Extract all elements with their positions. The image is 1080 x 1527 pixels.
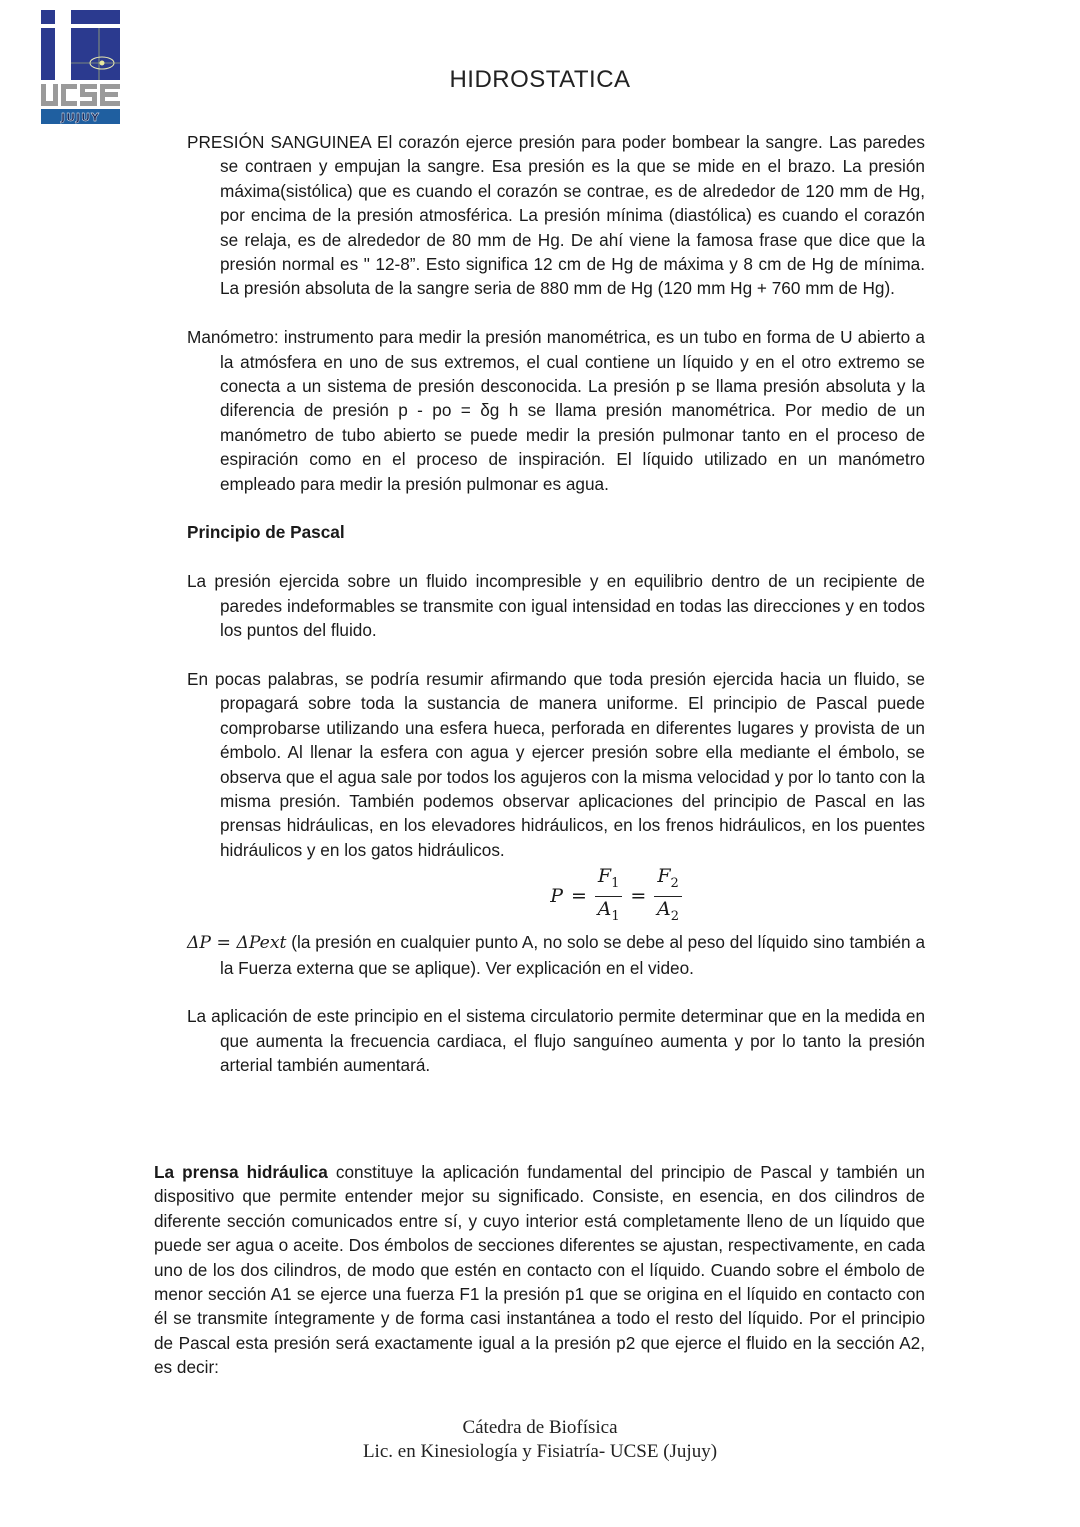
main-content: [187, 130, 925, 1078]
fraction-f1-a1: [595, 864, 622, 929]
eq-equals-2: =: [630, 884, 647, 907]
f1-sub: 1: [611, 875, 620, 891]
section-heading-pascal: Principio de Pascal: [187, 522, 345, 543]
f2-label: F: [657, 864, 671, 887]
a2-sub: 2: [670, 908, 680, 924]
delta-p-formula: ΔP = ΔPext: [187, 933, 287, 954]
paragraph-delta-p: [187, 930, 925, 980]
fraction-f2-a2: [654, 864, 681, 929]
f1-label: F: [597, 864, 612, 887]
eq-equals: =: [571, 884, 587, 907]
a2-label: A: [657, 897, 671, 920]
a1-sub: 1: [611, 908, 620, 924]
footer-line-2: Lic. en Kinesiología y Fisiatría- UCSE (Jujuy): [362, 1441, 718, 1462]
f2-sub: 2: [670, 875, 679, 891]
paragraph-manometro: Manómetro: instrumento para medir la presión manométrica, es un tubo en forma de U abierto a la atmósfera en uno de sus extremos, el cual contiene un líquido y en el otro extremo se conecta a un sistema de presión desconocida. La presión p se llama presión absoluta y la diferencia de presión p - po = δg h se llama presión manométrica. Por medio de un manómetro de tubo abierto se puede medir la presión pulmonar tanto en el proceso de espiración como en el proceso de inspiración. El líquido utilizado en un manómetro empleado para medir la presión pulmonar es agua.: [187, 327, 925, 494]
pascal-equation: [187, 862, 925, 930]
svg-text:JUJUY: JUJUY: [60, 111, 101, 124]
footer-line-1: Cátedra de Biofísica: [462, 1417, 618, 1438]
a1-label: A: [597, 897, 612, 920]
delta-p-text: (la presión en cualquier punto A, no solo se debe al peso del líquido sino también a la Fuerza externa que se aplique). Ver explicación en el video.: [220, 932, 926, 978]
page-footer: [0, 1416, 1080, 1464]
prensa-text: constituye la aplicación fundamental del principio de Pascal y también un dispositivo que permite entender mejor su significado. Consiste, en esencia, en dos cilindros de diferente sección comunicados entre sí, y cuyo interior está completamente lleno de un líquido que puede ser agua o aceite. Dos émbolos de secciones diferentes se ajustan, respectivamente, en cada uno de los dos cilindros, de modo que estén en contacto con el líquido. Cuando sobre el émbolo de menor sección A1 se ejerce una fuerza F1 la presión p1 que se origina en el líquido en contacto con él se transmite íntegramente y de forma casi instantánea a todo el resto del líquido. Por el principio de Pascal esta presión será exactamente igual a la presión p2 que ejerce el fluido en la sección A2, es decir:: [154, 1162, 925, 1378]
paragraph-presion-sanguinea: PRESIÓN SANGUINEA El corazón ejerce presión para poder bombear la sangre. Las paredes se contraen y empujan la sangre. Esa presión es la que se mide en el brazo. La presión máxima(sistólica) que es cuando el corazón se contrae, es de alrededor de 120 mm de Hg, por encima de la presión atmosférica. La presión mínima (diastólica) es cuando el corazón se relaja, es de alrededor de 80 mm de Hg. De ahí viene la famosa frase que dice que la presión normal es " 12-8”. Esto significa 12 cm de Hg de máxima y 8 cm de Hg de mínima. La presión absoluta de la sangre seria de 880 mm de Hg (120 mm Hg + 760 mm de Hg).: [187, 132, 925, 299]
paragraph-prensa-hidraulica: [154, 1160, 925, 1380]
paragraph-pascal-explanation: En pocas palabras, se podría resumir afirmando que toda presión ejercida hacia un fluido, se propagará sobre toda la sustancia de manera uniforme. El principio de Pascal puede comprobarse utilizando una esfera hueca, perforada en diferentes lugares y provista de un émbolo. Al llenar la esfera con agua y ejercer presión sobre ella mediante el émbolo, se observa que el agua sale por todos los agujeros con la misma velocidad y por lo tanto con la misma presión. También podemos observar aplicaciones del principio de Pascal en las prensas hidráulicas, en los elevadores hidráulicos, en los frenos hidráulicos, en los puentes hidráulicos y en los gatos hidráulicos.: [187, 668, 925, 860]
document-title: HIDROSTATICA: [449, 66, 631, 93]
eq-lhs: P: [550, 884, 563, 907]
paragraph-pascal-definition: La presión ejercida sobre un fluido incompresible y en equilibrio dentro de un recipiente de paredes indeformables se transmite con igual intensidad en todas las direcciones y en todos los puntos del fluido.: [187, 571, 925, 641]
paragraph-circulatorio: La aplicación de este principio en el sistema circulatorio permite determinar que en la medida en que aumenta la frecuencia cardiaca, el flujo sanguíneo aumenta y por lo tanto la presión arterial también aumentará.: [187, 1006, 925, 1076]
prensa-term: La prensa hidráulica: [154, 1162, 328, 1182]
